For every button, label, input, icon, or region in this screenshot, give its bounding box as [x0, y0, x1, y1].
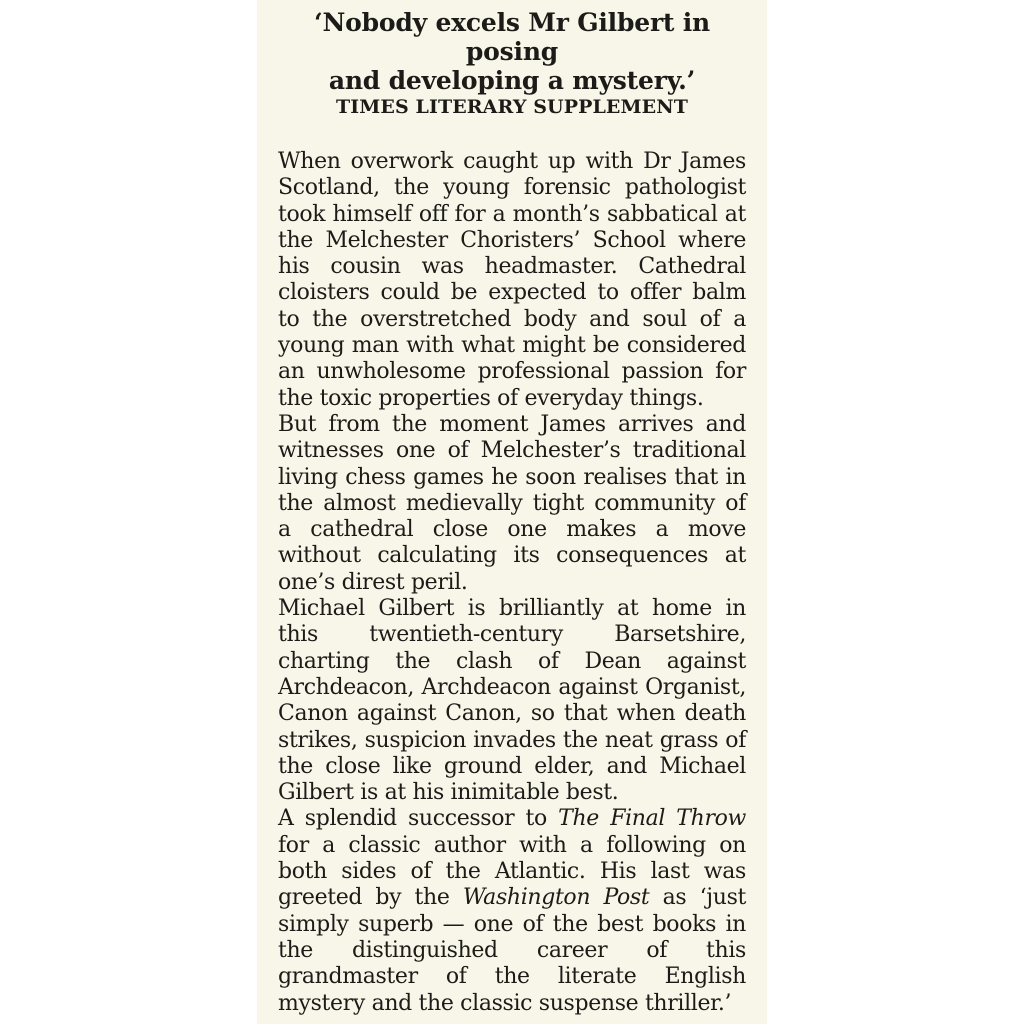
newspaper-title-washington-post: Washington Post [462, 885, 650, 911]
paragraph-successor [278, 806, 746, 1016]
blurb-text-block [278, 8, 746, 1017]
successor-text-part-2: for a classic author with a following on both sides of the Atlantic. His last was greeted by the [278, 832, 746, 911]
paragraph-author-praise: Michael Gilbert is brilliantly at home in this twentieth-century Barsetshire, charting the clash of Dean against Archdeacon, Archdeacon against Organist, Canon against Canon, so that when death strikes, suspicion invades the neat grass of the close like ground elder, and Michael Gilbert is at his inimitable best. [278, 596, 746, 806]
review-quote [278, 8, 746, 95]
paragraph-synopsis-chess: But from the moment James arrives and witnesses one of Melchester’s traditional living chess games he soon realises that in the almost medievally tight community of a cathedral close one makes a move without calculating its consequences at one’s direst peril. [278, 411, 746, 595]
review-quote-line-2: and developing a mystery.’ [328, 66, 696, 95]
successor-text-part-1: A splendid successor to [278, 806, 559, 832]
review-quote-line-1: ‘Nobody excels Mr Gilbert in posing [313, 8, 711, 66]
review-source: TIMES LITERARY SUPPLEMENT [336, 96, 688, 118]
paragraph-synopsis-opening: When overwork caught up with Dr James Scotland, the young forensic pathologist took himself off for a month’s sabbatical at the Melchester Choristers’ School where his cousin was headmaster. Cathedral cloisters could be expected to offer balm to the overstretched body and soul of a young man with what might be considered an unwholesome professional passion for the toxic properties of everyday things. [278, 149, 746, 411]
successor-text-part-3: as ‘just simply superb — one of the best books in the distinguished career of this grandmaster of the literate English mystery and the classic suspense thriller.’ [278, 885, 747, 1016]
book-title-final-throw: The Final Throw [558, 806, 746, 832]
